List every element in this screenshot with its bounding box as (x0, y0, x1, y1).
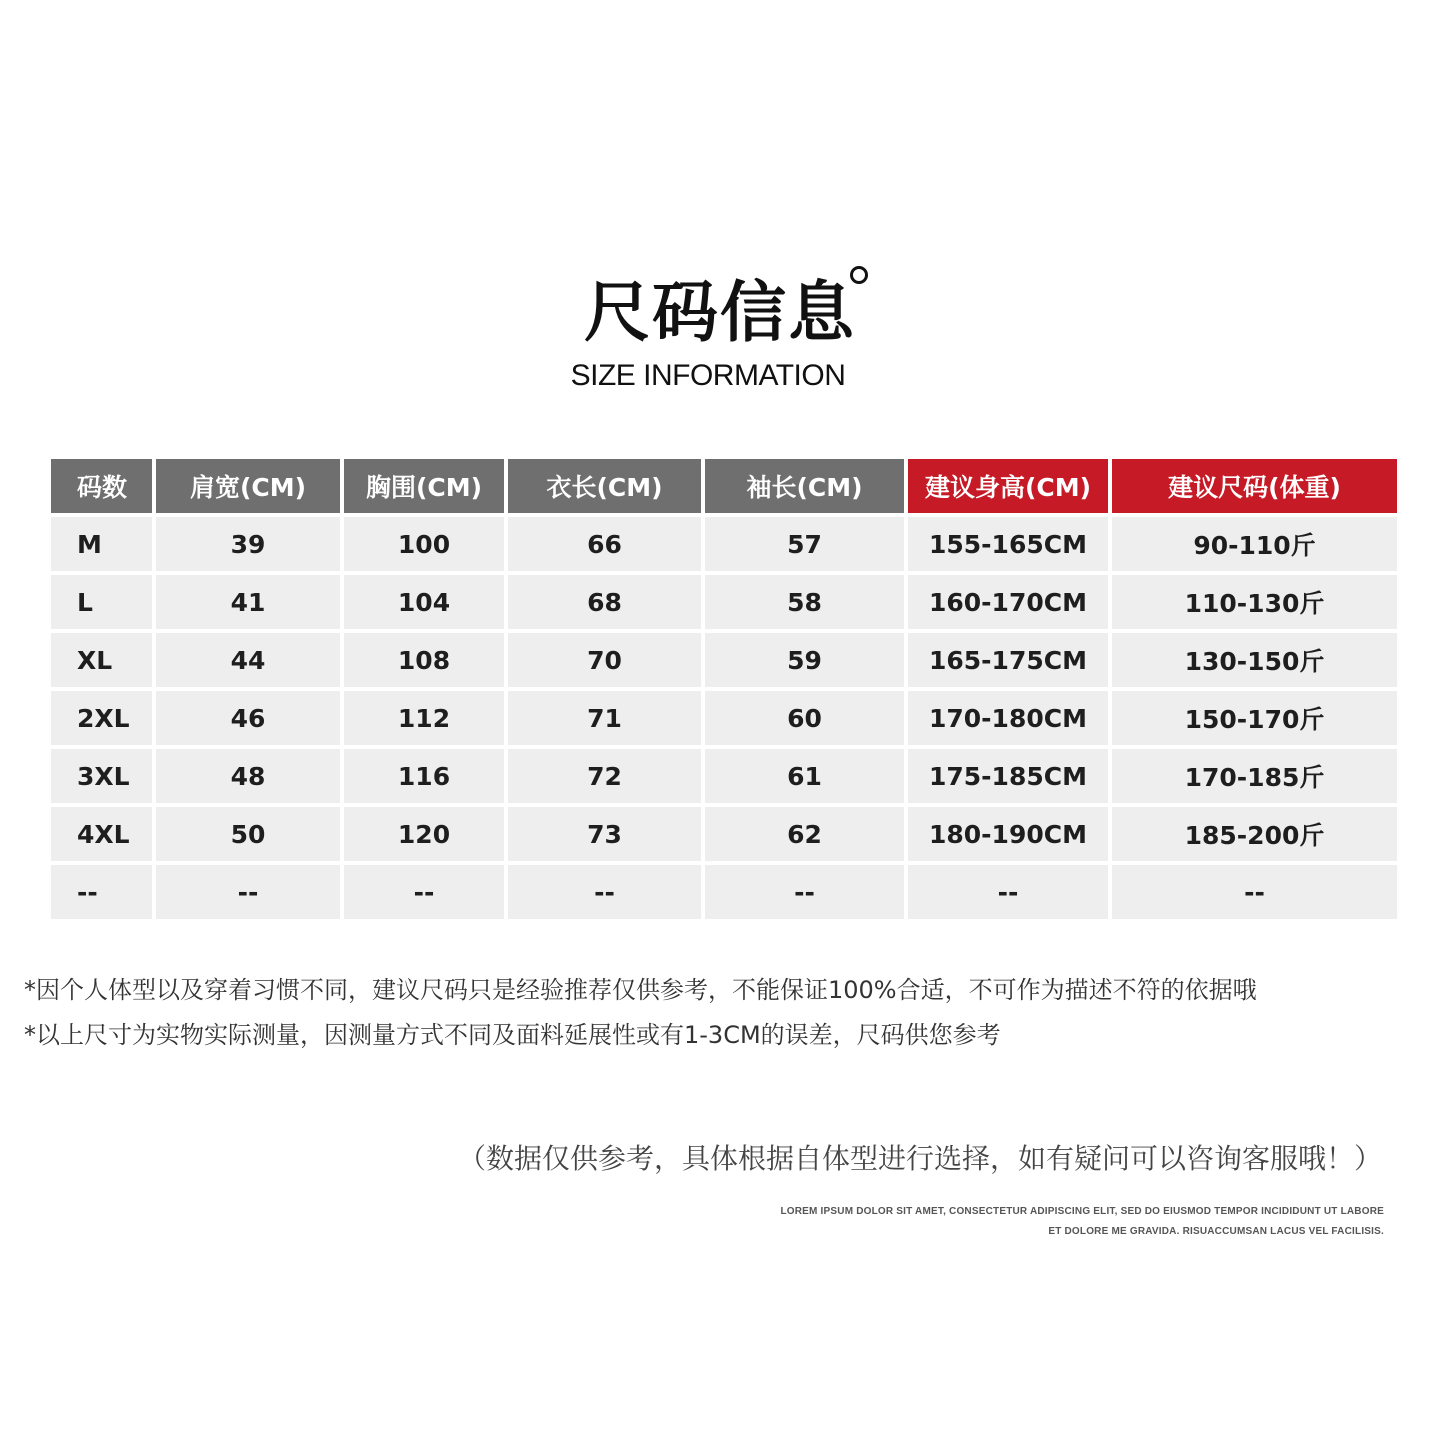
cell-weight: 130-150斤 (1112, 633, 1397, 687)
cell-height: 180-190CM (908, 807, 1108, 861)
header-length: 衣长(CM) (508, 459, 701, 513)
cell-chest: 116 (344, 749, 504, 803)
cell-shoulder: 41 (156, 575, 340, 629)
cell-sleeve: 60 (705, 691, 904, 745)
cell-shoulder: 46 (156, 691, 340, 745)
cell-sleeve: 57 (705, 517, 904, 571)
lorem-line-1: LOREM IPSUM DOLOR SIT AMET, CONSECTETUR ADIPISCING ELIT, SED DO EIUSMOD TEMPOR INCIDIDUNT UT LABORE (780, 1206, 1384, 1217)
lorem-line-2: ET DOLORE ME GRAVIDA. RISUACCUMSAN LACUS VEL FACILISIS. (1048, 1226, 1384, 1237)
cell-chest: -- (344, 865, 504, 919)
cell-chest: 120 (344, 807, 504, 861)
cell-shoulder: 39 (156, 517, 340, 571)
cell-size: 4XL (51, 807, 152, 861)
cell-weight: 150-170斤 (1112, 691, 1397, 745)
cell-sleeve: 61 (705, 749, 904, 803)
page-subtitle: SIZE INFORMATION (570, 359, 846, 392)
table-row (51, 807, 1397, 861)
cell-size: M (51, 517, 152, 571)
cell-sleeve: 62 (705, 807, 904, 861)
cell-height: 160-170CM (908, 575, 1108, 629)
header-size: 码数 (51, 459, 152, 513)
cell-length: 66 (508, 517, 701, 571)
cell-sleeve: 58 (705, 575, 904, 629)
cell-height: 170-180CM (908, 691, 1108, 745)
cell-length: 70 (508, 633, 701, 687)
cell-length: 71 (508, 691, 701, 745)
title-circle-mark (850, 266, 868, 284)
cell-shoulder: 50 (156, 807, 340, 861)
cell-weight: -- (1112, 865, 1397, 919)
size-chart-table (47, 455, 1401, 923)
cell-length: -- (508, 865, 701, 919)
cell-weight: 170-185斤 (1112, 749, 1397, 803)
note-line-1: *因个人体型以及穿着习惯不同，建议尺码只是经验推荐仅供参考，不能保证100%合适，不可作为描述不符的依据哦 (24, 976, 1257, 1004)
cell-chest: 112 (344, 691, 504, 745)
disclaimer-text: （数据仅供参考，具体根据自体型进行选择，如有疑问可以咨询客服哦！） (457, 1142, 1382, 1175)
note-line-2: *以上尺寸为实物实际测量，因测量方式不同及面料延展性或有1-3CM的误差，尺码供您参考 (24, 1021, 1001, 1049)
table-row (51, 517, 1397, 571)
cell-shoulder: 48 (156, 749, 340, 803)
header-chest: 胸围(CM) (344, 459, 504, 513)
cell-height: 165-175CM (908, 633, 1108, 687)
cell-shoulder: -- (156, 865, 340, 919)
cell-chest: 108 (344, 633, 504, 687)
cell-length: 72 (508, 749, 701, 803)
header-sleeve: 袖长(CM) (705, 459, 904, 513)
table-row (51, 691, 1397, 745)
table-header-row (51, 459, 1397, 513)
cell-length: 73 (508, 807, 701, 861)
table-row (51, 575, 1397, 629)
cell-chest: 104 (344, 575, 504, 629)
cell-size: -- (51, 865, 152, 919)
cell-sleeve: -- (705, 865, 904, 919)
cell-size: XL (51, 633, 152, 687)
header-suggested-weight: 建议尺码(体重) (1112, 459, 1397, 513)
cell-shoulder: 44 (156, 633, 340, 687)
header-shoulder: 肩宽(CM) (156, 459, 340, 513)
cell-weight: 90-110斤 (1112, 517, 1397, 571)
cell-chest: 100 (344, 517, 504, 571)
cell-weight: 185-200斤 (1112, 807, 1397, 861)
cell-size: 3XL (51, 749, 152, 803)
header-suggested-height: 建议身高(CM) (908, 459, 1108, 513)
cell-sleeve: 59 (705, 633, 904, 687)
cell-length: 68 (508, 575, 701, 629)
table-row (51, 633, 1397, 687)
cell-weight: 110-130斤 (1112, 575, 1397, 629)
cell-height: -- (908, 865, 1108, 919)
cell-size: 2XL (51, 691, 152, 745)
cell-height: 155-165CM (908, 517, 1108, 571)
page-title: 尺码信息 (584, 274, 856, 351)
cell-size: L (51, 575, 152, 629)
table-row (51, 865, 1397, 919)
cell-height: 175-185CM (908, 749, 1108, 803)
table-row (51, 749, 1397, 803)
